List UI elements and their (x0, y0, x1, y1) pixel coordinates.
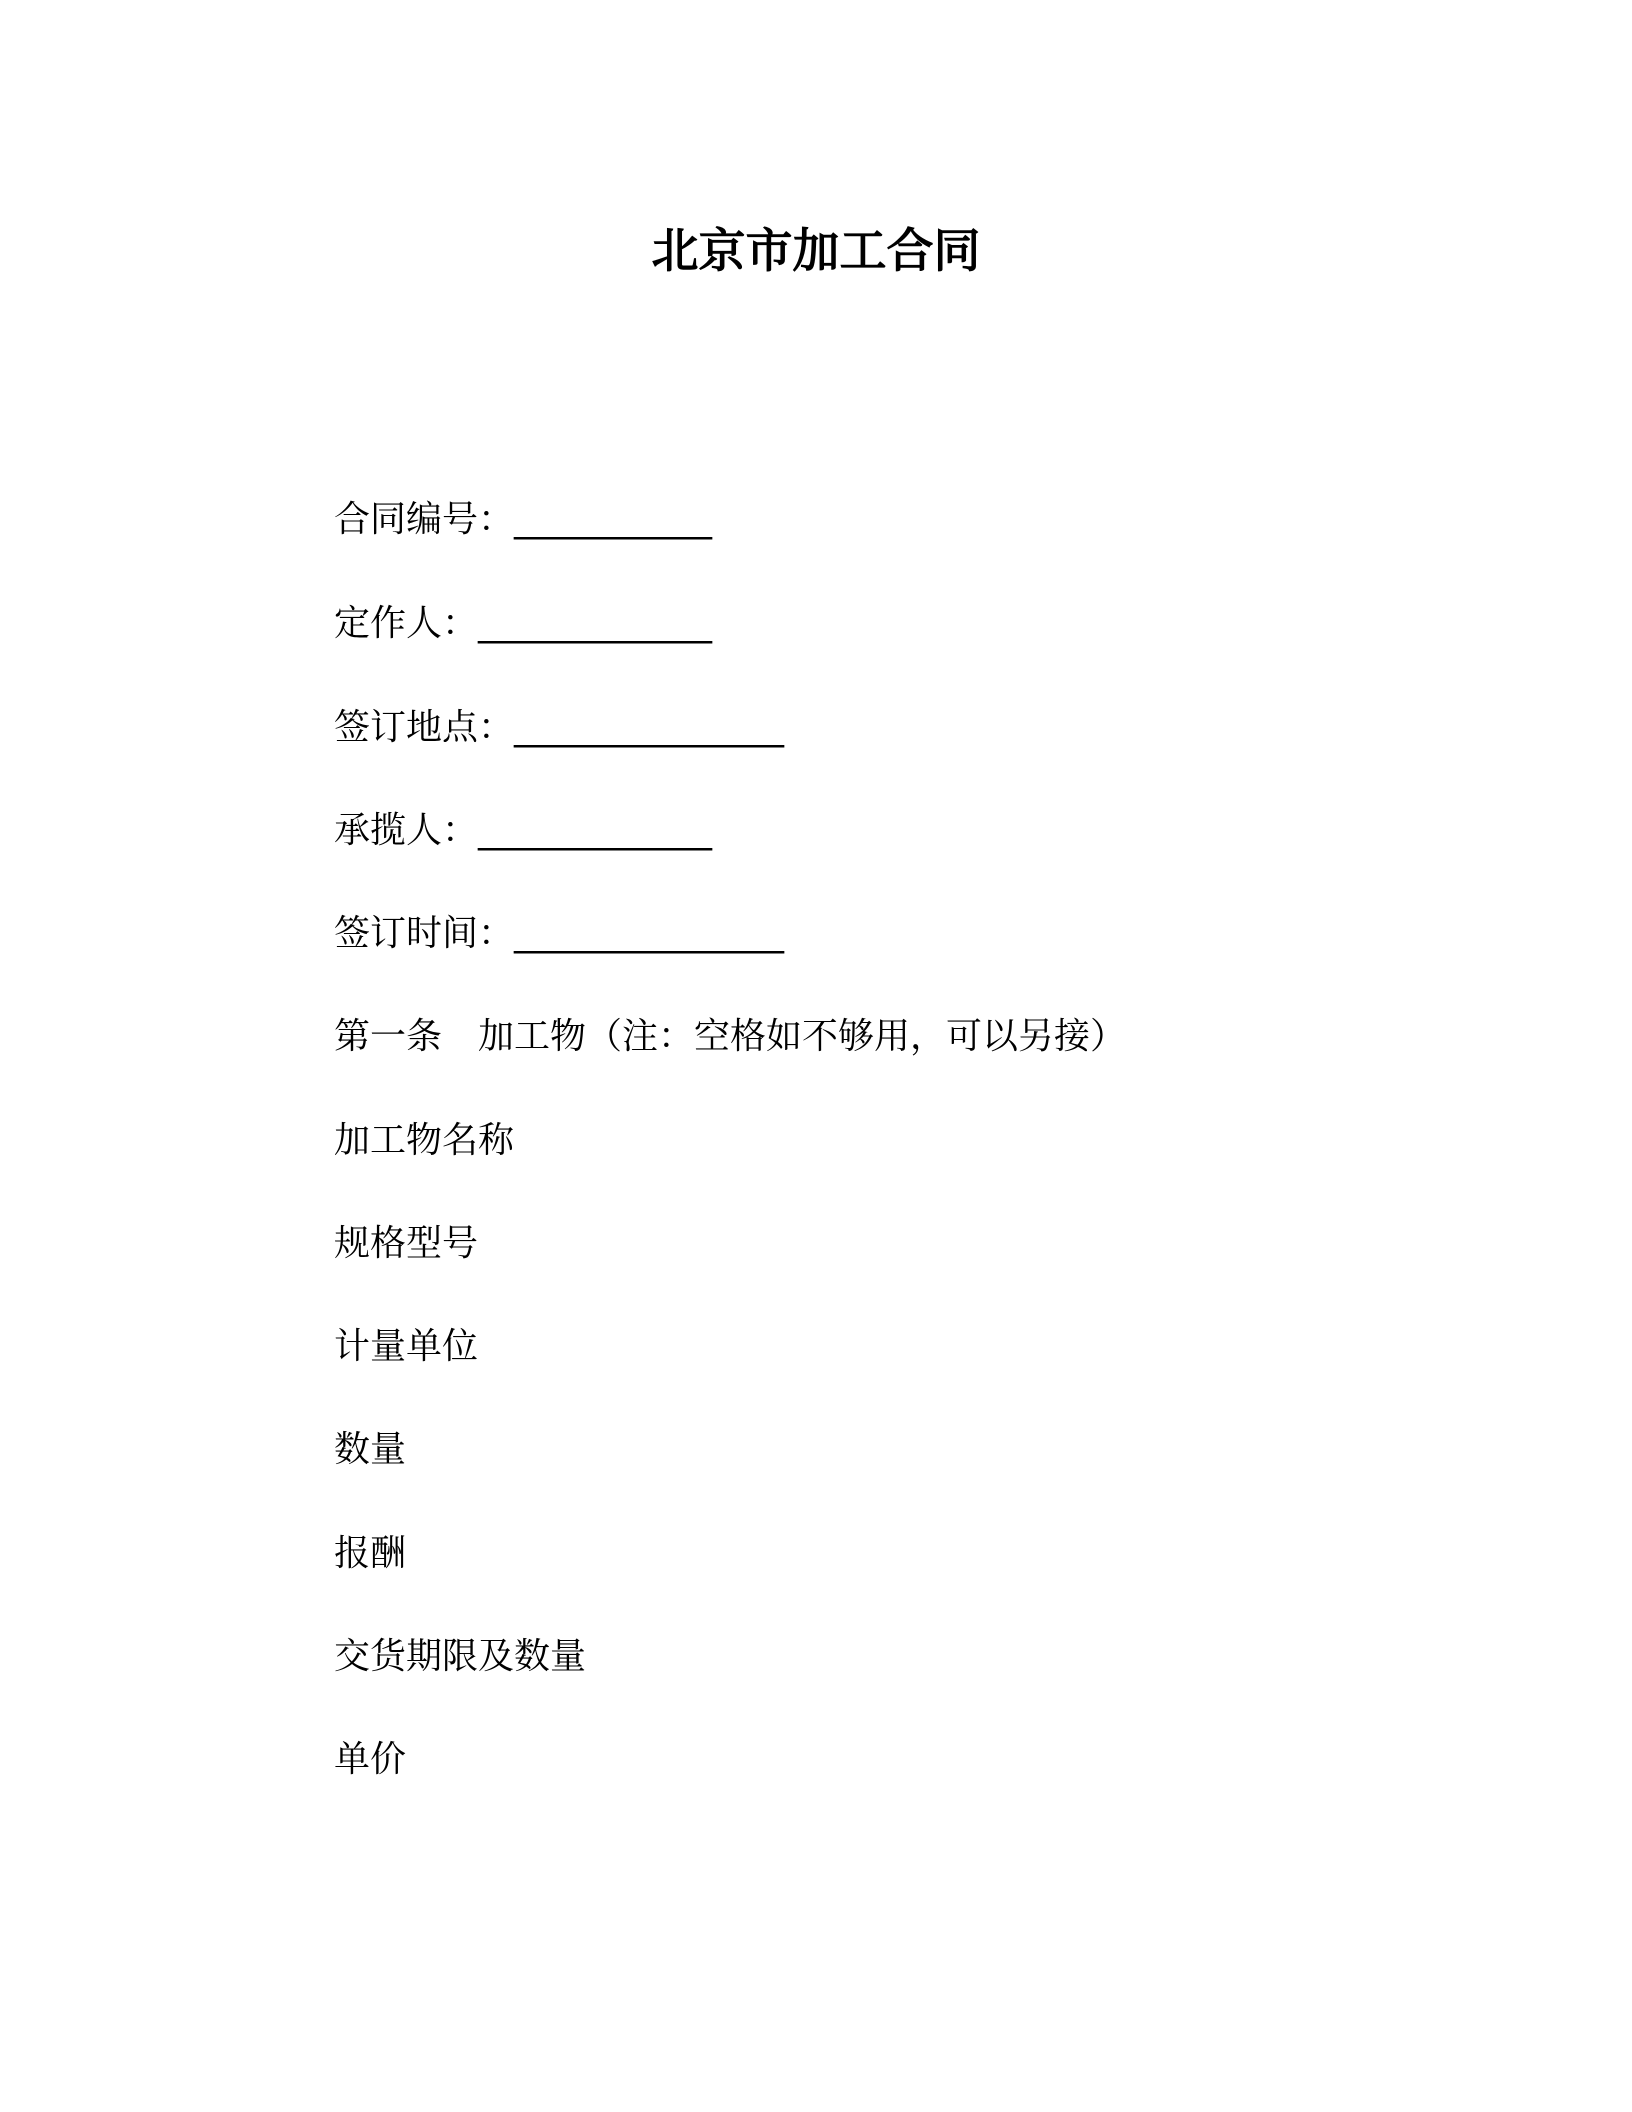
item-processed-name: 加工物名称 (334, 1120, 515, 1161)
item-quantity: 数量 (334, 1429, 407, 1470)
article-one-heading: 第一条 加工物（注：空格如不够用，可以另接） (334, 1016, 1127, 1057)
signing-time-field (334, 910, 784, 958)
field-label: 签订时间： (334, 913, 515, 954)
item-unit-price: 单价 (334, 1739, 407, 1780)
fill-in-blank: _______________ (514, 913, 785, 954)
field-label: 定作人： (334, 603, 479, 644)
contract-number-field (334, 496, 712, 544)
item-unit: 计量单位 (334, 1326, 479, 1367)
item-spec-model: 规格型号 (334, 1223, 479, 1264)
item-remuneration: 报酬 (334, 1533, 407, 1574)
contractor-field (334, 807, 712, 855)
item-delivery-term: 交货期限及数量 (334, 1636, 587, 1677)
signing-place-field (334, 704, 784, 752)
fill-in-blank: _____________ (478, 603, 713, 644)
field-label: 签订地点： (334, 707, 515, 748)
orderer-field (334, 600, 712, 648)
fill-in-blank: ___________ (514, 499, 713, 540)
field-label: 承揽人： (334, 810, 479, 851)
fill-in-blank: _______________ (514, 707, 785, 748)
fill-in-blank: _____________ (478, 810, 713, 851)
field-label: 合同编号： (334, 499, 515, 540)
page-title: 北京市加工合同 (651, 224, 981, 279)
